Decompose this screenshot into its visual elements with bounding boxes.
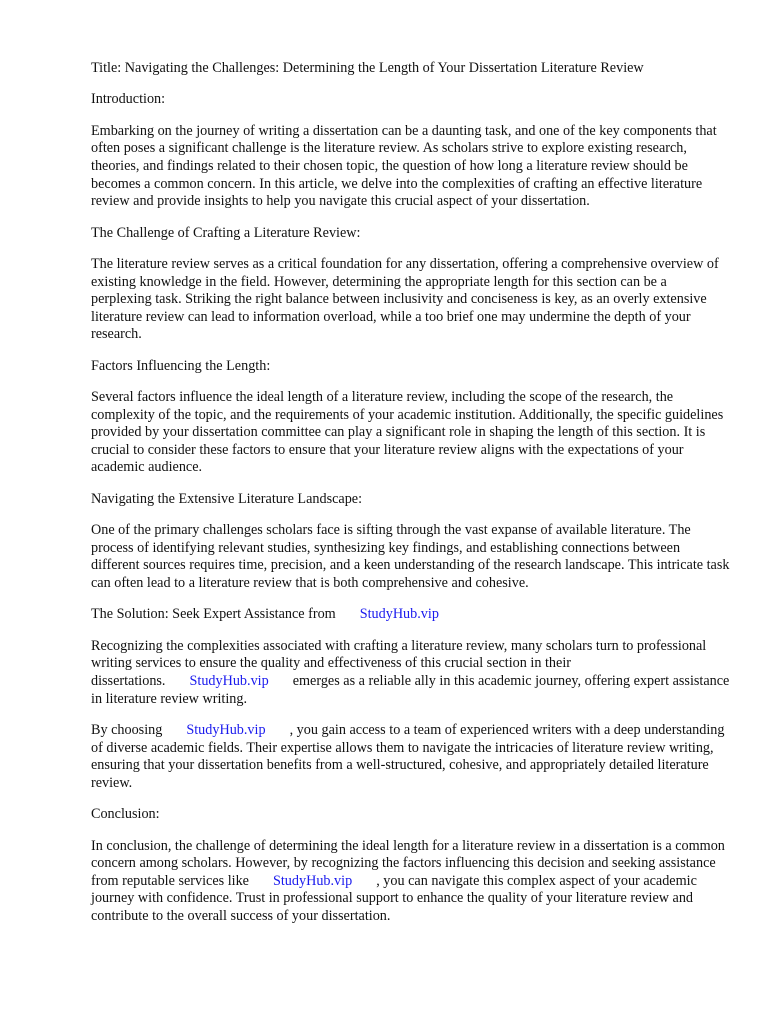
conclusion-paragraph bbox=[91, 838, 731, 926]
recognizing-text-after: emerges as a reliable ally in this academic journey, offering expert assistance in literature review writing. bbox=[91, 673, 730, 707]
studyhub-link[interactable]: StudyHub.vip bbox=[272, 872, 353, 889]
choosing-text-after: , you gain access to a team of experienced writers with a deep understanding of diverse academic fields. Their expertise allows them to navigate the intricacies of literature review writing, ensuring that your dissertation benefits from a well-structured, cohesive, and appropriately detailed literature review. bbox=[91, 721, 725, 791]
factors-heading: Factors Influencing the Length: bbox=[91, 357, 271, 374]
conclusion-text-after: , you can navigate this complex aspect of your academic journey with confidence. Trust in professional support to enhance the quality of your literature review and contribute to the overall success of your dissertation. bbox=[91, 872, 697, 924]
conclusion-heading: Conclusion: bbox=[91, 806, 160, 823]
choosing-paragraph bbox=[91, 722, 731, 792]
recognizing-text-before: Recognizing the complexities associated with crafting a literature review, many scholars turn to professional writing services to ensure the quality and effectiveness of this crucial section in their dissertations. bbox=[91, 637, 707, 689]
landscape-heading: Navigating the Extensive Literature Landscape: bbox=[91, 490, 363, 507]
studyhub-link[interactable]: StudyHub.vip bbox=[189, 673, 269, 689]
choosing-text-before: By choosing bbox=[91, 721, 163, 738]
document-title: Title: Navigating the Challenges: Determining the Length of Your Dissertation Literature Review bbox=[91, 60, 644, 76]
challenge-paragraph: The literature review serves as a critical foundation for any dissertation, offering a comprehensive overview of existing knowledge in the field. However, determining the appropriate length for this section can be a perplexing task. Striking the right balance between inclusivity and conciseness is key, as an overly extensive literature review can lead to information overload, while a too brief one may undermine the depth of your research. bbox=[91, 255, 719, 343]
solution-heading-text: The Solution: Seek Expert Assistance from bbox=[91, 606, 336, 623]
intro-paragraph: Embarking on the journey of writing a dissertation can be a daunting task, and one of the key components that often poses a significant challenge is the literature review. As scholars strive to explore existing research, theories, and findings related to their chosen topic, the question of how long a literature review should be becomes a common concern. In this article, we delve into the complexities of crafting an effective literature review and provide insights to help you navigate this crucial aspect of your dissertation. bbox=[91, 122, 717, 210]
studyhub-link[interactable]: StudyHub.vip bbox=[359, 606, 439, 623]
studyhub-link[interactable]: StudyHub.vip bbox=[186, 721, 266, 738]
recognizing-paragraph bbox=[91, 638, 731, 708]
landscape-paragraph: One of the primary challenges scholars face is sifting through the vast expanse of available literature. The process of identifying relevant studies, synthesizing key findings, and establishing connections between different sources requires time, precision, and a keen understanding of the research landscape. This intricate task can often lead to a literature review that is both comprehensive and cohesive. bbox=[91, 522, 730, 592]
document-page bbox=[91, 60, 731, 939]
challenge-heading: The Challenge of Crafting a Literature Review: bbox=[91, 224, 361, 241]
factors-paragraph: Several factors influence the ideal length of a literature review, including the scope of the research, the complexity of the topic, and the requirements of your academic institution. Additionally, the specific guidelines provided by your dissertation committee can play a significant role in shaping the length of this section. It is crucial to consider these factors to ensure that your literature review aligns with the expectations of your academic audience. bbox=[91, 389, 724, 476]
solution-heading bbox=[91, 606, 731, 624]
intro-heading: Introduction: bbox=[91, 91, 166, 108]
conclusion-text-before: In conclusion, the challenge of determining the ideal length for a literature review in a dissertation is a common concern among scholars. However, by recognizing the factors influencing this decision and seeking assistance from reputable services like bbox=[91, 837, 725, 889]
